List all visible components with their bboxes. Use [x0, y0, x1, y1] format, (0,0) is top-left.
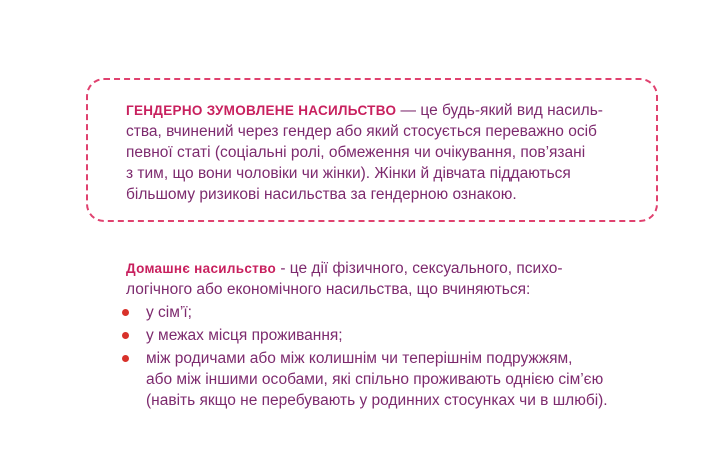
definition-text [126, 100, 626, 205]
bullet-icon [122, 309, 129, 316]
domestic-violence-intro [126, 258, 646, 300]
list-item [122, 348, 646, 411]
list-item [122, 325, 646, 346]
list-item-text: у межах місця проживання; [146, 327, 343, 344]
intro-line: логічного або економічного насильства, що вчиняються: [126, 281, 531, 298]
definition-line: більшому ризикові насильства за гендерною ознакою. [126, 186, 517, 203]
definition-term: ГЕНДЕРНО ЗУМОВЛЕНЕ НАСИЛЬСТВО [126, 103, 397, 118]
definition-line: — це будь-який вид насиль- [396, 102, 603, 119]
list-item-text: або між іншими особами, які спільно проживають однією сім’єю [146, 371, 604, 388]
domestic-violence-term: Домашнє насильство [126, 261, 277, 276]
bullet-icon [122, 355, 129, 362]
list-item [122, 302, 646, 323]
domestic-violence-section [126, 258, 646, 413]
definition-line: певної статі (соціальні ролі, обмеження чи очікування, пов’язані [126, 144, 586, 161]
definition-line: ства, вчинений через гендер або який стосується переважно осіб [126, 123, 597, 140]
domestic-violence-list [122, 302, 646, 411]
list-item-text: у сім’ї; [146, 304, 192, 321]
bullet-icon [122, 332, 129, 339]
definition-line: з тим, що вони чоловіки чи жінки). Жінки й дівчата піддаються [126, 165, 571, 182]
list-item-text: (навіть якщо не перебувають у родинних стосунках чи в шлюбі). [146, 392, 608, 409]
list-item-text: між родичами або між колишнім чи теперішнім подружжям, [146, 350, 573, 367]
intro-line: - це дії фізичного, сексуального, психо- [276, 260, 563, 277]
